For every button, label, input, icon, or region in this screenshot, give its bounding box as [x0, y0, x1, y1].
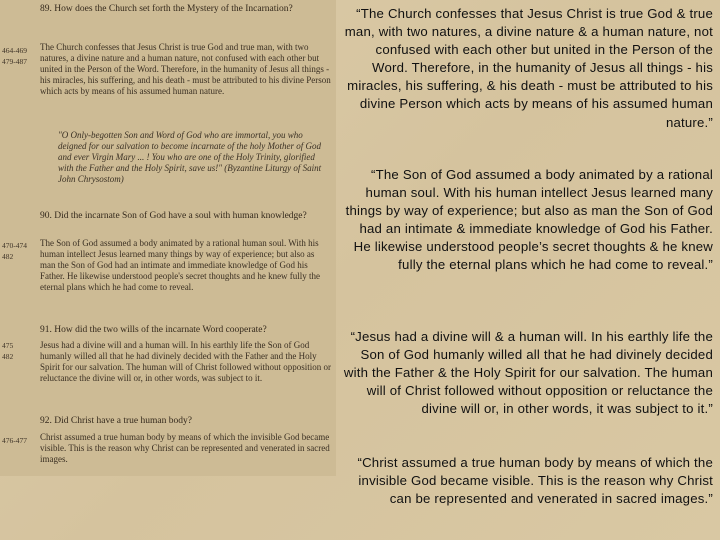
margin-ref: 475 — [2, 341, 14, 350]
question-89-answer: The Church confesses that Jesus Christ is true God and true man, with two natures, a divine nature and a human nature, not confused with each other but united in the Person of the Word. Therefore, in the humanity of Jesus all things - his miracles, his suffering, and his death - must be attributed to his divine Person which acts by means of his assumed human nature. — [40, 42, 331, 97]
catechism-page-scan — [0, 0, 336, 476]
quote-human-soul: “The Son of God assumed a body animated by a rational human soul. With his human intellect Jesus learned many things by way of experience; but also as man the Son of God had an intimate & immediate knowledge of God his Father. He likewise understood people’s secret thoughts & he knew fully the eternal plans which he had come to reveal.” — [345, 167, 713, 273]
margin-ref: 470-474 — [2, 241, 27, 250]
margin-ref: 479-487 — [2, 57, 27, 66]
margin-ref: 482 — [2, 252, 14, 261]
question-92-title: 92. Did Christ have a true human body? — [40, 416, 192, 426]
margin-ref: 464-469 — [2, 46, 27, 55]
question-92-answer: Christ assumed a true human body by means of which the invisible God became visible. This is the reason why Christ can be represented and venerated in sacred images. — [40, 432, 330, 465]
question-90-answer: The Son of God assumed a body animated by a rational human soul. With his human intellect Jesus learned many things by way of experience; but also as man the Son of God had an intimate and immediate knowledge of God his Father. He likewise understood people's secret thoughts and he knew fully the eternal plans which he had come to reveal. — [40, 238, 321, 293]
margin-ref: 482 — [2, 352, 14, 361]
question-91-title: 91. How did the two wills of the incarnate Word cooperate? — [40, 325, 267, 335]
margin-ref: 476-477 — [2, 436, 27, 445]
question-89-title: 89. How does the Church set forth the Mystery of the Incarnation? — [40, 4, 293, 14]
question-89-quote: "O Only-begotten Son and Word of God who are immortal, you who deigned for our salvation to become incarnate of the holy Mother of God and ever Virgin Mary ... ! You who are one of the Holy Trinity, glorified with the Father and the Holy Spirit, save us!" (Byzantine Liturgy of Saint John Chrysostom) — [58, 130, 322, 184]
question-91-answer: Jesus had a divine will and a human will. In his earthly life the Son of God humanly willed all that he had divinely decided with the Father and the Holy Spirit for our salvation. The human will of Christ followed without opposition or reluctance the divine will or, in other words, was subject to it. — [40, 340, 332, 384]
quote-incarnation: “The Church confesses that Jesus Christ is true God & true man, with two natures, a divine nature & a human nature, not confused with each other but united in the Person of the Word. Therefore, in the humanity of Jesus all things - his miracles, his suffering, & his death - must be attributed to his divine Person which acts by means of his assumed human nature.” — [344, 6, 713, 130]
quote-human-body: “Christ assumed a true human body by means of which the invisible God became visible. This is the reason why Christ can be represented and venerated in sacred images.” — [357, 455, 713, 507]
question-90-title: 90. Did the incarnate Son of God have a soul with human knowledge? — [40, 211, 307, 221]
quote-two-wills: “Jesus had a divine will & a human will. In his earthly life the Son of God humanly willed all that he had divinely decided with the Father & the Holy Spirit for our salvation. The human will of Christ followed without opposition or reluctance the divine will or, in other words, it was subject to it.” — [343, 329, 713, 417]
